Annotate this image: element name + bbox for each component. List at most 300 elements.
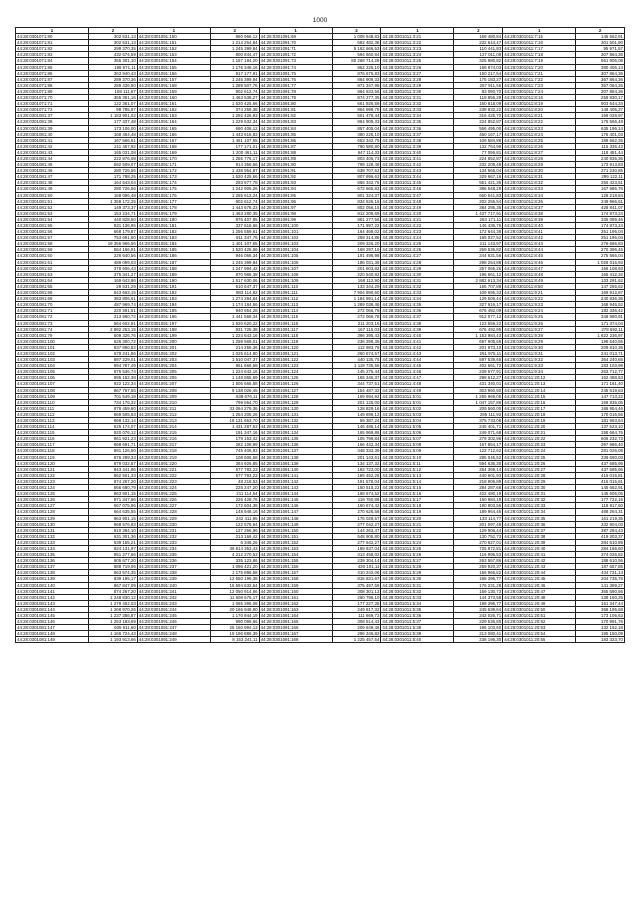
cadastral-number-cell: 44:28:0301011:5:13 xyxy=(381,472,454,478)
column-header: 2 xyxy=(89,28,138,34)
cadastral-number-cell: 44:28:0301091:152 xyxy=(259,539,332,545)
cadastral-number-cell: 44:28:0301091:83 xyxy=(259,119,332,125)
cadastral-number-cell: 44:28:0301091:140 xyxy=(259,466,332,472)
cadastral-number-cell: 44:28:0301011:3:24 xyxy=(381,52,454,58)
cadastral-value-cell: 837 890,82 xyxy=(89,344,138,350)
cadastral-value-cell: 375 341,27 xyxy=(89,271,138,277)
cadastral-value-cell: 190 803,56 xyxy=(454,503,503,509)
cadastral-value-cell: 912 077,12 xyxy=(454,314,503,320)
cadastral-number-cell: 44:28:0301011:7:20 xyxy=(503,64,576,70)
cadastral-value-cell: 201 603,82 xyxy=(332,265,381,271)
cadastral-value-cell: 931 725,38 xyxy=(210,326,259,332)
cadastral-value-cell: 1 463 280,35 xyxy=(210,210,259,216)
cadastral-number-cell: 44:28:0301091:121 xyxy=(259,350,332,356)
cadastral-value-cell: 868 132,14 xyxy=(89,418,138,424)
cadastral-value-cell: 240 836,36 xyxy=(576,296,625,302)
cadastral-value-cell: 189 662,35 xyxy=(576,137,625,143)
cadastral-number-cell: 44:28:0301011:20:26 xyxy=(503,460,576,466)
cadastral-number-cell: 44:28:0301071:89 xyxy=(16,88,89,94)
cadastral-value-cell: 383 806,61 xyxy=(89,296,138,302)
cadastral-number-cell: 44:28:0301091:80 xyxy=(259,101,332,107)
cadastral-value-cell: 145 606,05 xyxy=(576,491,625,497)
cadastral-number-cell: 44:28:0301011:3:28 xyxy=(381,76,454,82)
cadastral-number-cell: 44:28:0301091:74 xyxy=(259,64,332,70)
cadastral-number-cell: 44:28:0301091:118 xyxy=(259,332,332,338)
cadastral-number-cell: 44:28:0301091:141 xyxy=(259,472,332,478)
cadastral-value-cell: 902 612,74 xyxy=(210,88,259,94)
cadastral-value-cell: 236 396,36 xyxy=(332,338,381,344)
column-header: 2 xyxy=(576,28,625,34)
cadastral-value-cell: 831 136,95 xyxy=(89,223,138,229)
cadastral-value-cell: 280 726,56 xyxy=(89,168,138,174)
cadastral-number-cell: 44:28:0301011:5:36 xyxy=(381,613,454,619)
cadastral-value-cell: 245 639,64 xyxy=(454,606,503,612)
cadastral-value-cell: 1 119 735,56 xyxy=(332,363,381,369)
cadastral-number-cell: 44:28:0301081:73 xyxy=(16,320,89,326)
cadastral-value-cell: 167 986,76 xyxy=(576,186,625,192)
cadastral-value-cell: 209 326,20 xyxy=(332,241,381,247)
cadastral-value-cell: 171 161,40 xyxy=(576,381,625,387)
cadastral-value-cell: 802 056,15 xyxy=(332,204,381,210)
cadastral-value-cell: 609 326,76 xyxy=(89,332,138,338)
cadastral-value-cell: 168 836,05 xyxy=(576,399,625,405)
cadastral-number-cell: 44:28:0301011:5:20 xyxy=(381,515,454,521)
cadastral-number-cell: 44:28:0301091:177 xyxy=(137,198,210,204)
cadastral-value-cell: 874 267,20 xyxy=(89,478,138,484)
cadastral-value-cell: 191 347,16 xyxy=(210,430,259,436)
cadastral-value-cell: 337 616,66 xyxy=(210,223,259,229)
cadastral-number-cell: 44:28:0301011:5:21 xyxy=(381,521,454,527)
cadastral-value-cell: 348 980,91 xyxy=(576,314,625,320)
cadastral-value-cell: 108 111,67 xyxy=(89,88,138,94)
cadastral-value-cell: 209 649,46 xyxy=(332,625,381,631)
cadastral-number-cell: 44:28:0301081:140 xyxy=(16,582,89,588)
cadastral-value-cell: 1 237 356,87 xyxy=(89,613,138,619)
cadastral-number-cell: 44:28:0301091:97 xyxy=(259,204,332,210)
cadastral-number-cell: 44:28:0301081:105 xyxy=(16,369,89,375)
cadastral-value-cell: 28 531,29 xyxy=(89,283,138,289)
cadastral-value-cell: 225 247,20 xyxy=(210,485,259,491)
cadastral-number-cell: 44:28:0301091:188 xyxy=(137,265,210,271)
cadastral-value-cell: 296 346,82 xyxy=(332,631,381,637)
cadastral-value-cell: 815 831,67 xyxy=(332,576,381,582)
cadastral-number-cell: 44:28:0301091:244 xyxy=(137,606,210,612)
cadastral-value-cell: 277 042,27 xyxy=(332,521,381,527)
cadastral-value-cell: 1 224 643,16 xyxy=(210,332,259,338)
cadastral-value-cell: 213 166,42 xyxy=(210,533,259,539)
cadastral-value-cell: 9 138 026,45 xyxy=(210,387,259,393)
cadastral-number-cell: 44:28:0301011:8:36 xyxy=(503,198,576,204)
cadastral-value-cell: 173 106,00 xyxy=(89,125,138,131)
cadastral-value-cell: 182 723,00 xyxy=(332,466,381,472)
cadastral-number-cell: 44:28:0301091:159 xyxy=(259,582,332,588)
cadastral-number-cell: 44:28:0301011:4:21 xyxy=(381,216,454,222)
cadastral-number-cell: 44:28:0301011:4:30 xyxy=(381,271,454,277)
cadastral-number-cell: 44:28:0301081:122 xyxy=(16,472,89,478)
cadastral-number-cell: 44:28:0301091:184 xyxy=(137,241,210,247)
cadastral-value-cell: 239 304,14 xyxy=(332,558,381,564)
cadastral-value-cell: 410 242,06 xyxy=(332,570,381,576)
cadastral-number-cell: 44:28:0301091:193 xyxy=(137,296,210,302)
cadastral-number-cell: 44:28:0301011:20:20 xyxy=(503,424,576,430)
cadastral-number-cell: 44:28:0301091:137 xyxy=(259,448,332,454)
cadastral-value-cell: 249 071,68 xyxy=(454,430,503,436)
cadastral-value-cell: 416 015,81 xyxy=(576,478,625,484)
cadastral-value-cell: 176 231,28 xyxy=(454,582,503,588)
cadastral-value-cell: 862 501,33 xyxy=(89,472,138,478)
cadastral-number-cell: 44:28:0301091:99 xyxy=(259,216,332,222)
cadastral-number-cell: 44:28:0301011:4:20 xyxy=(381,210,454,216)
cadastral-number-cell: 44:28:0301091:173 xyxy=(137,174,210,180)
cadastral-value-cell: 224 852,87 xyxy=(454,155,503,161)
cadastral-value-cell: 59 387,24 xyxy=(332,418,381,424)
cadastral-value-cell: 432 674,59 xyxy=(89,52,138,58)
cadastral-number-cell: 44:28:0301091:178 xyxy=(137,204,210,210)
cadastral-number-cell: 44:28:0301091:157 xyxy=(259,570,332,576)
cadastral-number-cell: 44:28:0301091:167 xyxy=(137,137,210,143)
cadastral-number-cell: 44:28:0301011:8:49 xyxy=(503,277,576,283)
cadastral-value-cell: 902 612,74 xyxy=(210,198,259,204)
cadastral-value-cell: 119 750,88 xyxy=(332,497,381,503)
cadastral-value-cell: 1 265 613,24 xyxy=(210,192,259,198)
cadastral-value-cell: 868 691,71 xyxy=(89,442,138,448)
cadastral-value-cell: 450 167,17 xyxy=(454,131,503,137)
cadastral-number-cell: 44:28:0301081:124 xyxy=(16,485,89,491)
cadastral-number-cell: 44:28:0301091:87 xyxy=(259,143,332,149)
cadastral-value-cell: 261 975,11 xyxy=(454,350,503,356)
cadastral-value-cell: 168 946,52 xyxy=(576,302,625,308)
cadastral-number-cell: 44:28:0301011:20:54 xyxy=(503,631,576,637)
cadastral-value-cell: 145 275,44 xyxy=(332,369,381,375)
cadastral-number-cell: 44:28:0301081:143 xyxy=(16,600,89,606)
cadastral-number-cell: 44:28:0301011:4:48 xyxy=(381,381,454,387)
cadastral-value-cell: 164 469,02 xyxy=(332,229,381,235)
cadastral-value-cell: 232 644,47 xyxy=(454,40,503,46)
cadastral-number-cell: 44:28:0301011:9:30 xyxy=(503,344,576,350)
cadastral-number-cell: 44:28:0301071:88 xyxy=(16,82,89,88)
cadastral-value-cell: 434 731,13 xyxy=(576,570,625,576)
cadastral-value-cell: 259 920,37 xyxy=(454,564,503,570)
cadastral-value-cell: 168 674,52 xyxy=(332,491,381,497)
cadastral-value-cell: 258 830,17 xyxy=(576,95,625,101)
cadastral-number-cell: 44:28:0301081:110 xyxy=(16,399,89,405)
cadastral-number-cell: 44:28:0301011:5:32 xyxy=(381,588,454,594)
cadastral-number-cell: 44:28:0301081:111 xyxy=(16,405,89,411)
cadastral-number-cell: 44:28:0301011:20:25 xyxy=(503,454,576,460)
cadastral-value-cell: 168 297,16 xyxy=(332,247,381,253)
cadastral-number-cell: 44:28:0301091:172 xyxy=(137,168,210,174)
cadastral-number-cell: 44:28:0301091:249 xyxy=(137,637,210,643)
cadastral-value-cell: 270 627,01 xyxy=(454,539,503,545)
cadastral-value-cell: 843 441,86 xyxy=(89,466,138,472)
cadastral-number-cell: 44:28:0301011:5:34 xyxy=(381,600,454,606)
cadastral-value-cell: 128 218,84 xyxy=(576,192,625,198)
cadastral-value-cell: 905 677,20 xyxy=(89,558,138,564)
column-header: 1 xyxy=(137,28,210,34)
cadastral-number-cell: 44:28:0301011:8:42 xyxy=(503,235,576,241)
cadastral-value-cell: 577 793,23 xyxy=(210,472,259,478)
cadastral-value-cell: 122 576,94 xyxy=(210,521,259,527)
cadastral-number-cell: 44:28:0301091:142 xyxy=(259,478,332,484)
cadastral-value-cell: 128 829,16 xyxy=(332,405,381,411)
cadastral-number-cell: 44:28:0301011:8:26 xyxy=(503,143,576,149)
cadastral-value-cell: 1 505 666,58 xyxy=(210,381,259,387)
cadastral-number-cell: 44:28:0301091:171 xyxy=(137,162,210,168)
cadastral-value-cell: 168 096,48 xyxy=(89,192,138,198)
cadastral-number-cell: 44:28:0301091:163 xyxy=(137,113,210,119)
cadastral-number-cell: 44:28:0301081:117 xyxy=(16,442,89,448)
cadastral-number-cell: 44:28:0301091:174 xyxy=(137,180,210,186)
cadastral-value-cell: 18 131 663,70 xyxy=(210,418,259,424)
cadastral-number-cell: 44:28:0301091:169 xyxy=(137,149,210,155)
cadastral-value-cell: 239 677,91 xyxy=(454,369,503,375)
cadastral-value-cell: 803 405,73 xyxy=(332,155,381,161)
cadastral-number-cell: 44:28:0301011:5:19 xyxy=(381,509,454,515)
cadastral-number-cell: 44:28:0301091:116 xyxy=(259,320,332,326)
cadastral-value-cell: 1 245 399,84 xyxy=(210,259,259,265)
cadastral-number-cell: 44:28:0301081:79 xyxy=(16,332,89,338)
cadastral-number-cell: 44:28:0301011:5:28 xyxy=(381,564,454,570)
cadastral-number-cell: 44:28:0301091:233 xyxy=(137,539,210,545)
cadastral-value-cell: 489 264,31 xyxy=(576,509,625,515)
cadastral-value-cell: 211 457,92 xyxy=(89,143,138,149)
cadastral-number-cell: 44:28:0301071:86 xyxy=(16,70,89,76)
cadastral-number-cell: 44:28:0301011:20:39 xyxy=(503,539,576,545)
cadastral-number-cell: 44:28:0301011:20:38 xyxy=(503,533,576,539)
cadastral-value-cell: 801 324,37 xyxy=(332,192,381,198)
cadastral-value-cell: 871 347,86 xyxy=(89,497,138,503)
cadastral-value-cell: 177 171,01 xyxy=(210,143,259,149)
cadastral-value-cell: 888 719,06 xyxy=(89,564,138,570)
cadastral-value-cell: 430 101,11 xyxy=(332,564,381,570)
cadastral-value-cell: 367 864,36 xyxy=(576,76,625,82)
cadastral-value-cell: 676 492,95 xyxy=(454,326,503,332)
cadastral-number-cell: 44:28:0301091:234 xyxy=(137,545,210,551)
cadastral-value-cell: 1 183 901,02 xyxy=(89,113,138,119)
cadastral-number-cell: 44:28:0301091:106 xyxy=(259,259,332,265)
cadastral-value-cell: 605 611,60 xyxy=(89,625,138,631)
cadastral-number-cell: 44:28:0301091:164 xyxy=(137,119,210,125)
cadastral-value-cell: 249 966,61 xyxy=(576,198,625,204)
cadastral-value-cell: 967 847,09 xyxy=(89,582,138,588)
cadastral-value-cell: 284 166,60 xyxy=(576,545,625,551)
cadastral-value-cell: 165 969,86 xyxy=(332,430,381,436)
cadastral-number-cell: 44:28:0301091:215 xyxy=(137,430,210,436)
cadastral-number-cell: 44:28:0301011:8:16 xyxy=(503,95,576,101)
cadastral-value-cell: 384 926,85 xyxy=(210,460,259,466)
cadastral-value-cell: 226 428,76 xyxy=(210,497,259,503)
cadastral-value-cell: 289 370,36 xyxy=(89,76,138,82)
cadastral-value-cell: 374 259,38 xyxy=(210,107,259,113)
cadastral-value-cell: 196 661,12 xyxy=(454,271,503,277)
cadastral-number-cell: 44:28:0301081:57 xyxy=(16,235,89,241)
cadastral-value-cell: 127 266,96 xyxy=(210,527,259,533)
cadastral-value-cell: 1 148 865,69 xyxy=(210,375,259,381)
cadastral-number-cell: 44:28:0301081:126 xyxy=(16,497,89,503)
cadastral-number-cell: 44:28:0301081:108 xyxy=(16,387,89,393)
cadastral-value-cell: 241 013,71 xyxy=(576,350,625,356)
cadastral-value-cell: 256 423,51 xyxy=(576,180,625,186)
cadastral-number-cell: 44:28:0301011:5:31 xyxy=(381,582,454,588)
cadastral-value-cell: 132 152,18 xyxy=(576,625,625,631)
cadastral-number-cell: 44:28:0301011:20:31 xyxy=(503,491,576,497)
cadastral-value-cell: 325 980,82 xyxy=(454,58,503,64)
cadastral-value-cell: 272 066,78 xyxy=(332,314,381,320)
cadastral-value-cell: 33 064 279,36 xyxy=(210,405,259,411)
cadastral-value-cell: 289 436,50 xyxy=(89,82,138,88)
cadastral-number-cell: 44:28:0301091:161 xyxy=(137,101,210,107)
cadastral-number-cell: 44:28:0301091:105 xyxy=(259,253,332,259)
cadastral-number-cell: 44:28:0301091:214 xyxy=(137,424,210,430)
cadastral-value-cell: 280 726,56 xyxy=(89,186,138,192)
cadastral-value-cell: 1 008 648,83 xyxy=(332,34,381,40)
cadastral-value-cell: 118 917,60 xyxy=(576,503,625,509)
cadastral-value-cell: 165 412,32 xyxy=(576,271,625,277)
cadastral-value-cell: 1 170 944,19 xyxy=(210,613,259,619)
cadastral-number-cell: 44:28:0301011:3:43 xyxy=(381,168,454,174)
cadastral-number-cell: 44:28:0301071:80 xyxy=(16,34,89,40)
cadastral-value-cell: 201 673,10 xyxy=(454,344,503,350)
cadastral-value-cell: 329 667,16 xyxy=(454,174,503,180)
cadastral-value-cell: 172 644,38 xyxy=(454,229,503,235)
cadastral-number-cell: 44:28:0301091:199 xyxy=(137,332,210,338)
cadastral-number-cell: 44:28:0301091:153 xyxy=(259,545,332,551)
cadastral-number-cell: 44:28:0301091:197 xyxy=(137,320,210,326)
cadastral-value-cell: 276 686,83 xyxy=(576,241,625,247)
cadastral-value-cell: 133 114,77 xyxy=(454,515,503,521)
cadastral-number-cell: 44:28:0301091:185 xyxy=(137,247,210,253)
cadastral-value-cell: 606 232,73 xyxy=(576,436,625,442)
cadastral-number-cell: 44:28:0301081:39 xyxy=(16,125,89,131)
cadastral-value-cell: 861 666,58 xyxy=(210,363,259,369)
cadastral-value-cell: 242 026,71 xyxy=(454,613,503,619)
cadastral-number-cell: 44:28:0301091:84 xyxy=(259,125,332,131)
cadastral-number-cell: 44:28:0301091:75 xyxy=(259,70,332,76)
cadastral-number-cell: 44:28:0301081:69 xyxy=(16,296,89,302)
cadastral-number-cell: 44:28:0301081:41 xyxy=(16,137,89,143)
cadastral-number-cell: 44:28:0301081:139 xyxy=(16,576,89,582)
cadastral-value-cell: 271 230,85 xyxy=(576,168,625,174)
cadastral-number-cell: 44:28:0301091:235 xyxy=(137,552,210,558)
cadastral-value-cell: 277 642,27 xyxy=(332,539,381,545)
cadastral-value-cell: 355 301,10 xyxy=(89,58,138,64)
cadastral-number-cell: 44:28:0301011:8:37 xyxy=(503,204,576,210)
cadastral-value-cell: 165 346,37 xyxy=(332,375,381,381)
cadastral-number-cell: 44:28:0301011:4:24 xyxy=(381,235,454,241)
cadastral-value-cell: 169 643,86 xyxy=(89,277,138,283)
cadastral-value-cell: 1 520 425,66 xyxy=(210,247,259,253)
cadastral-value-cell: 951 277,66 xyxy=(89,552,138,558)
cadastral-value-cell: 437 685,95 xyxy=(576,466,625,472)
cadastral-value-cell: 564 166,91 xyxy=(89,247,138,253)
cadastral-value-cell: 378 606,43 xyxy=(89,265,138,271)
cadastral-value-cell: 245 401,71 xyxy=(454,424,503,430)
cadastral-value-cell: 183 103,99 xyxy=(576,363,625,369)
cadastral-number-cell: 44:28:0301011:20:21 xyxy=(503,430,576,436)
cadastral-value-cell: 138 160,25 xyxy=(576,594,625,600)
cadastral-number-cell: 44:28:0301091:85 xyxy=(259,131,332,137)
cadastral-value-cell: 260 674,57 xyxy=(332,350,381,356)
cadastral-value-cell: 701 549,19 xyxy=(89,393,138,399)
cadastral-number-cell: 44:28:0301091:204 xyxy=(137,363,210,369)
cadastral-number-cell: 44:28:0301081:116 xyxy=(16,436,89,442)
cadastral-value-cell: 165 031,08 xyxy=(89,149,138,155)
cadastral-value-cell: 316 425,70 xyxy=(454,113,503,119)
cadastral-value-cell: 83 090,70 xyxy=(454,88,503,94)
cadastral-number-cell: 44:28:0301091:183 xyxy=(137,235,210,241)
cadastral-value-cell: 1 176 348,16 xyxy=(210,64,259,70)
cadastral-value-cell: 161 347,44 xyxy=(576,600,625,606)
cadastral-value-cell: 145 562,91 xyxy=(576,34,625,40)
cadastral-value-cell: 174 873,24 xyxy=(576,223,625,229)
cadastral-value-cell: 363 940,43 xyxy=(89,70,138,76)
cadastral-value-cell: 925 174,07 xyxy=(89,424,138,430)
cadastral-number-cell: 44:28:0301011:20:28 xyxy=(503,472,576,478)
cadastral-value-cell: 548 905,80 xyxy=(332,533,381,539)
cadastral-number-cell: 44:28:0301091:155 xyxy=(259,558,332,564)
cadastral-number-cell: 44:28:0301091:143 xyxy=(259,485,332,491)
cadastral-value-cell: 19 356 966,56 xyxy=(89,241,138,247)
cadastral-value-cell: 307 864,36 xyxy=(576,88,625,94)
cadastral-value-cell: 185 452,26 xyxy=(332,472,381,478)
cadastral-number-cell: 44:28:0301081:72 xyxy=(16,314,89,320)
cadastral-number-cell: 44:28:0301081:115 xyxy=(16,430,89,436)
cadastral-number-cell: 44:28:0301011:4:45 xyxy=(381,363,454,369)
cadastral-number-cell: 44:28:0301011:5:39 xyxy=(381,631,454,637)
cadastral-number-cell: 44:28:0301091:154 xyxy=(259,552,332,558)
cadastral-number-cell: 44:28:0301091:155 xyxy=(137,64,210,70)
cadastral-number-cell: 44:28:0301081:60 xyxy=(16,253,89,259)
cadastral-value-cell: 129 906,44 xyxy=(454,527,503,533)
cadastral-value-cell: 903 644,34 xyxy=(576,101,625,107)
cadastral-value-cell: 8 153 241,11 xyxy=(210,637,259,643)
cadastral-number-cell: 44:28:0301011:7:17 xyxy=(503,46,576,52)
cadastral-value-cell: 144 263,47 xyxy=(332,527,381,533)
cadastral-number-cell: 44:28:0301091:69 xyxy=(259,34,332,40)
cadastral-value-cell: 910 394,10 xyxy=(89,527,138,533)
cadastral-value-cell: 173 106,63 xyxy=(576,613,625,619)
cadastral-number-cell: 44:28:0301011:3:35 xyxy=(381,119,454,125)
cadastral-number-cell: 44:28:0301091:148 xyxy=(259,515,332,521)
cadastral-number-cell: 44:28:0301091:231 xyxy=(137,527,210,533)
column-header: 2 xyxy=(210,28,259,34)
cadastral-value-cell: 168 874,03 xyxy=(454,64,503,70)
cadastral-number-cell: 44:28:0301091:126 xyxy=(259,381,332,387)
cadastral-value-cell: 897 229,01 xyxy=(89,357,138,363)
cadastral-number-cell: 44:28:0301091:70 xyxy=(259,40,332,46)
cadastral-value-cell: 355 351,16 xyxy=(89,95,138,101)
cadastral-value-cell: 198 396,77 xyxy=(454,600,503,606)
cadastral-value-cell: 116 996,53 xyxy=(454,552,503,558)
cadastral-number-cell: 44:28:0301011:20:53 xyxy=(503,625,576,631)
cadastral-number-cell: 44:28:0301011:8:24 xyxy=(503,131,576,137)
cadastral-number-cell: 44:28:0301011:7:21 xyxy=(503,70,576,76)
cadastral-number-cell: 44:28:0301011:3:46 xyxy=(381,186,454,192)
cadastral-number-cell: 44:28:0301011:20:46 xyxy=(503,582,576,588)
cadastral-number-cell: 44:28:0301091:109 xyxy=(259,277,332,283)
cadastral-number-cell: 44:28:0301011:20:52 xyxy=(503,619,576,625)
cadastral-number-cell: 44:28:0301011:9:29 xyxy=(503,338,576,344)
cadastral-number-cell: 44:28:0301011:3:36 xyxy=(381,125,454,131)
cadastral-value-cell: 1 214 264,84 xyxy=(210,40,259,46)
cadastral-value-cell: 196 103,60 xyxy=(454,625,503,631)
cadastral-value-cell: 1 289 036,46 xyxy=(332,302,381,308)
cadastral-number-cell: 44:28:0301091:170 xyxy=(137,155,210,161)
cadastral-number-cell: 44:28:0301091:127 xyxy=(259,387,332,393)
cadastral-value-cell: 198 671,11 xyxy=(89,64,138,70)
cadastral-value-cell: 201 125,00 xyxy=(332,399,381,405)
cadastral-number-cell: 44:28:0301091:122 xyxy=(259,357,332,363)
